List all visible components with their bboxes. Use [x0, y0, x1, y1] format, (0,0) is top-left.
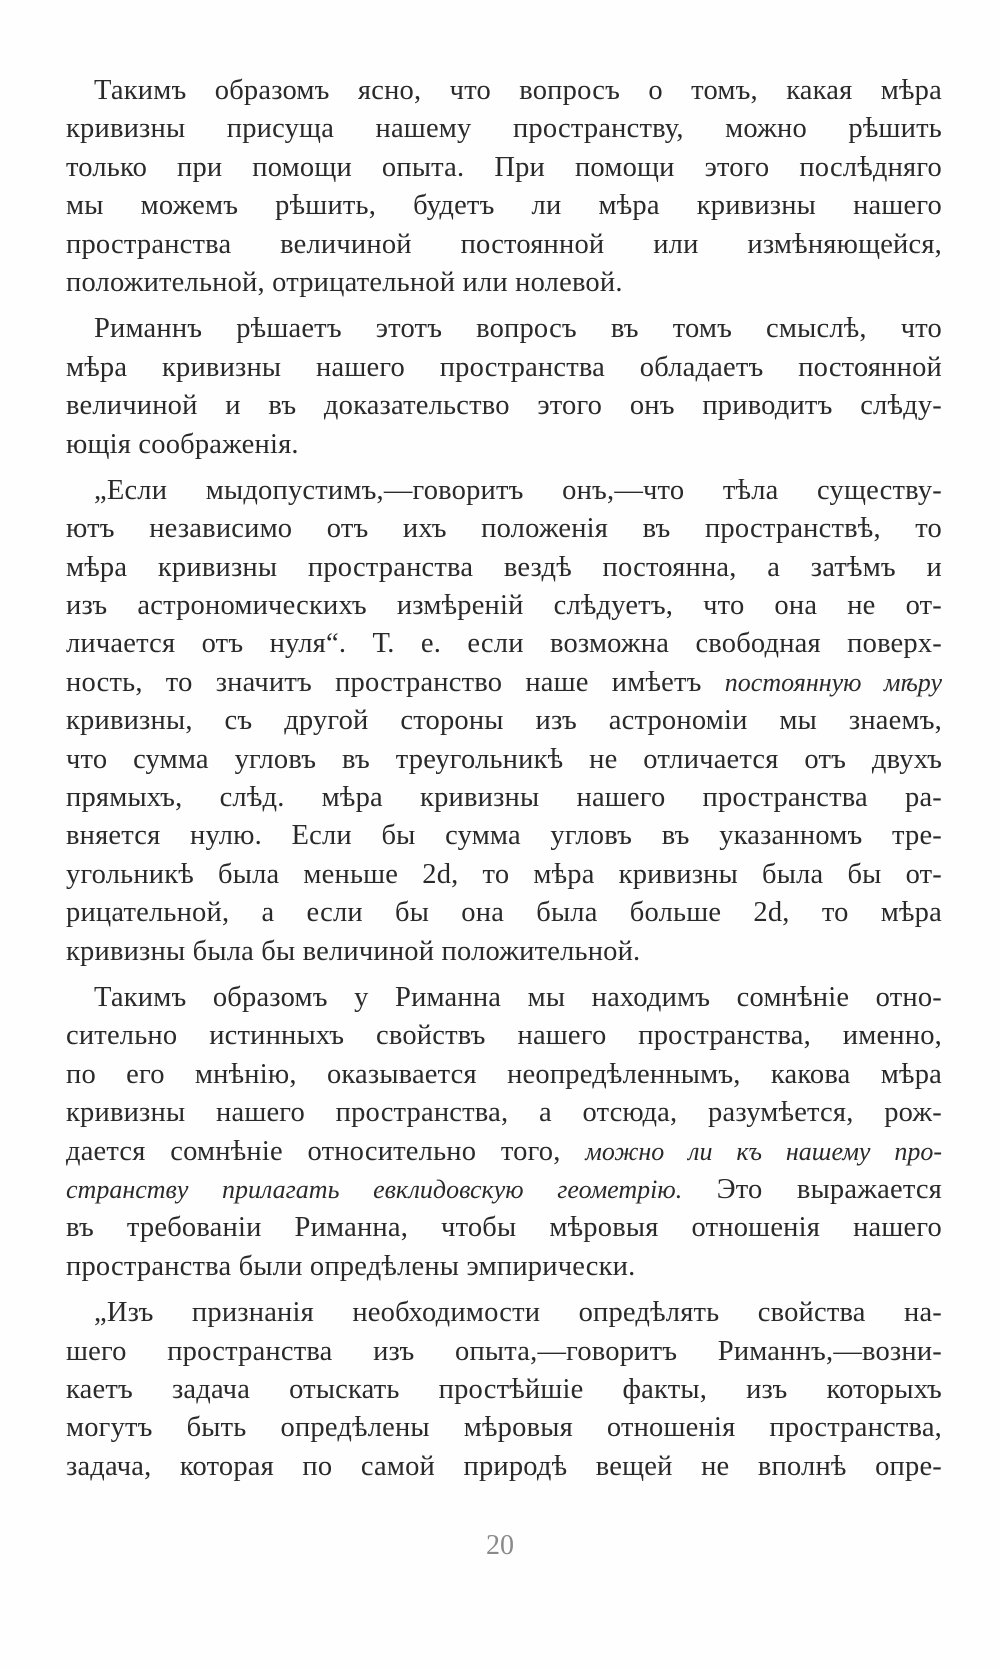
text-line: сительно истинныхъ свойствъ нашего пространства, именно, [66, 1020, 942, 1052]
text-line: „Изъ признанія необходимости опредѣлять свойства на- [94, 1297, 942, 1329]
text-line: по его мнѣнію, оказывается неопредѣленнымъ, какова мѣра [66, 1058, 942, 1090]
text-run: Это выражается [716, 1173, 942, 1205]
text-line: кривизны нашего пространства, а отсюда, разумѣется, рож- [66, 1097, 942, 1129]
text-line: угольникѣ была меньше 2d, то мѣра кривизны была бы от- [66, 858, 942, 890]
text-line: прямыхъ, слѣд. мѣра кривизны нашего пространства ра- [66, 782, 942, 814]
text-line: Риманнъ рѣшаетъ этотъ вопросъ въ томъ смыслѣ, что [94, 313, 942, 345]
paragraph-4 [66, 979, 942, 1286]
paragraph-1 [66, 72, 942, 302]
text-line: Такимъ образомъ у Риманна мы находимъ сомнѣніе отно- [94, 981, 942, 1013]
text-line: задача, которая по самой природѣ вещей не вполнѣ опре- [66, 1450, 942, 1482]
text-line: личается отъ нуля“. Т. е. если возможна свободная поверх- [66, 628, 942, 660]
text-line: кривизны присуща нашему пространству, можно рѣшить [66, 113, 942, 145]
emphasized-phrase: постоянную мѣру [724, 667, 942, 697]
text-line: что сумма угловъ въ треугольникѣ не отличается отъ двухъ [66, 743, 942, 775]
text-line: величиной и въ доказательство этого онъ приводитъ слѣду- [66, 390, 942, 422]
text-line: ютъ независимо отъ ихъ положенія въ пространствѣ, то [66, 513, 942, 545]
text-line: изъ астрономическихъ измѣреній слѣдуетъ, что она не от- [66, 590, 942, 622]
text-line: мы можемъ рѣшить, будетъ ли мѣра кривизны нашего [66, 190, 942, 222]
paragraph-3 [66, 472, 942, 971]
page-body-text [66, 72, 942, 1486]
text-line: шего пространства изъ опыта,—говоритъ Риманнъ,—возни- [66, 1335, 942, 1367]
text-line-with-emphasis [66, 1133, 942, 1171]
emphasized-phrase: можно ли къ нашему про- [585, 1136, 942, 1166]
text-line: кривизны, съ другой стороны изъ астрономіи мы знаемъ, [66, 705, 942, 737]
text-line: положительной, отрицательной или нолевой. [66, 266, 623, 298]
text-line: рицательной, а если бы она была больше 2d, то мѣра [66, 897, 942, 929]
text-line-with-emphasis [66, 1171, 942, 1209]
text-line-with-emphasis [66, 664, 942, 702]
text-line: могутъ быть опредѣлены мѣровыя отношенія пространства, [66, 1412, 942, 1444]
paragraph-2 [66, 310, 942, 464]
emphasized-phrase: странству прилагать евклидовскую геометрію. [66, 1174, 683, 1204]
text-line: вняется нулю. Если бы сумма угловъ въ указанномъ тре- [66, 820, 942, 852]
text-line: мѣра кривизны нашего пространства обладаетъ постоянной [66, 351, 942, 383]
paragraph-5 [66, 1294, 942, 1486]
text-line: „Если мыдопустимъ,—говоритъ онъ,—что тѣла существу- [94, 474, 942, 506]
text-run: дается сомнѣніе относительно того, [66, 1135, 561, 1167]
text-line: ющія соображенія. [66, 428, 299, 460]
text-line: кривизны была бы величиной положительной. [66, 935, 641, 967]
text-line: мѣра кривизны пространства вездѣ постоянна, а затѣмъ и [66, 551, 942, 583]
text-line: пространства были опредѣлены эмпирически. [66, 1250, 636, 1282]
text-line: въ требованіи Риманна, чтобы мѣровыя отношенія нашего [66, 1212, 942, 1244]
text-line: Такимъ образомъ ясно, что вопросъ о томъ, какая мѣра [94, 75, 942, 106]
text-run: ность, то значитъ пространство наше имѣетъ [66, 666, 702, 698]
text-line: только при помощи опыта. При помощи этого послѣдняго [66, 151, 942, 183]
page-number: 20 [486, 1530, 514, 1561]
text-line: пространства величиной постоянной или измѣняющейся, [66, 228, 942, 260]
text-line: каетъ задача отыскать простѣйшіе факты, изъ которыхъ [66, 1373, 942, 1405]
